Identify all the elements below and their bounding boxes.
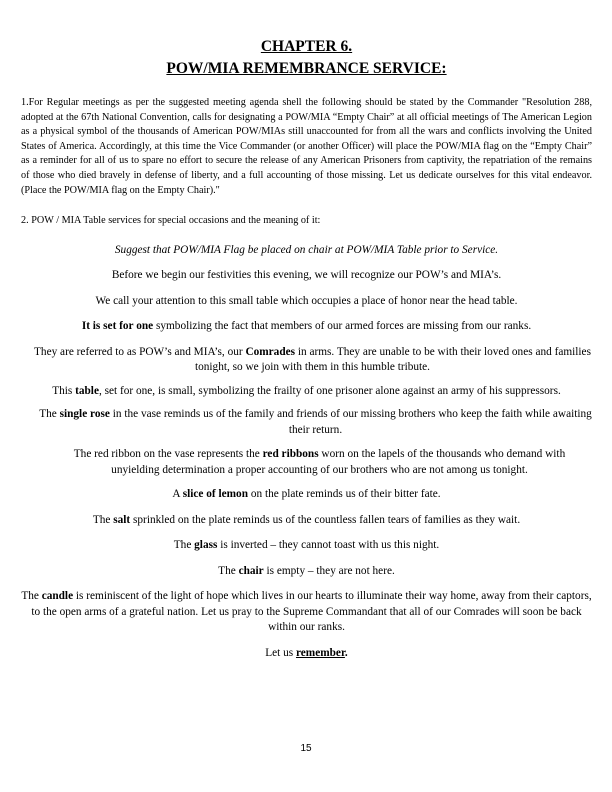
rose-text-pre: The: [39, 408, 60, 421]
attention-paragraph: We call your attention to this small table which occupies a place of honor near the head table.: [95, 294, 518, 307]
set-for-one-bold: It is set for one: [81, 320, 154, 333]
glass-bold: glass: [194, 539, 218, 552]
lemon-text-post: on the plate reminds us of their bitter fate.: [248, 488, 441, 501]
ribbon-text-post: worn on the lapels of the thousands who demand with unyielding determination a proper accounting of our brothers who are not among us tonight.: [111, 448, 566, 476]
comrades-bold: Comrades: [245, 345, 296, 358]
salt-paragraph: [21, 513, 592, 529]
remember-text-pre: Let us: [265, 646, 296, 659]
rose-paragraph: [21, 407, 592, 438]
candle-bold: candle: [41, 590, 74, 603]
candle-text-post: is reminiscent of the light of hope which lives in our hearts to illuminate their way home, away from their captors, to the open arms of a grateful nation. Let us pray to the Supreme Commandant that all of our Comrades will soon be back within our ranks.: [31, 590, 592, 634]
ribbon-paragraph: [21, 447, 592, 478]
ribbon-bold: red ribbons: [262, 448, 319, 461]
page-title: POW/MIA REMEMBRANCE SERVICE:: [166, 60, 447, 77]
candle-text-pre: The: [21, 590, 42, 603]
chair-text-pre: The: [218, 564, 239, 577]
lemon-text-pre: A: [172, 488, 183, 501]
chapter-heading: CHAPTER 6.: [260, 38, 353, 55]
salt-bold: salt: [113, 513, 131, 526]
intro-paragraph: 1.For Regular meetings as per the suggested meeting agenda shell the following should be stated by the Commander "Resolution 288, adopted at the 67th National Convention, calls for designating a POW/MIA “Empty Chair” at all official meetings of The American Legion as a physical symbol of the thousands of American POW/MIAs still unaccounted for from all the wars and conflicts involving the United States of America. Accordingly, at this time the Vice Commander (or another Officer) will place the POW/MIA flag on the “Empty Chair” as a reminder for all of us to spare no effort to secure the release of any American Prisoners from captivity, the repatriation of the remains of those who died bravely in defense of liberty, and a full accounting of those missing. Let us dedicate ourselves for this vital endeavor. (Place the POW/MIA flag on the Empty Chair).": [21, 97, 592, 196]
table-text-post: , set for one, is small, symbolizing the frailty of one prisoner alone against an army of his suppressors.: [98, 384, 561, 397]
begin-paragraph: Before we begin our festivities this evening, we will recognize our POW’s and MIA’s.: [111, 269, 502, 282]
table-text-pre: This: [52, 384, 76, 397]
table-bold: table: [75, 384, 99, 397]
chair-bold: chair: [238, 564, 264, 577]
salt-text-pre: The: [92, 513, 114, 526]
salt-text-post: sprinkled on the plate reminds us of the countless fallen tears of families as they wait.: [130, 513, 521, 526]
remember-period: .: [344, 646, 348, 659]
comrades-paragraph: [21, 345, 592, 376]
chair-text-post: is empty – they are not here.: [263, 564, 395, 577]
table-paragraph: [21, 384, 592, 400]
lemon-bold: slice of lemon: [182, 488, 248, 501]
lemon-paragraph: [21, 487, 592, 503]
chair-paragraph: [21, 564, 592, 580]
glass-paragraph: [21, 538, 592, 554]
rose-bold: single rose: [59, 408, 110, 421]
remember-paragraph: [21, 646, 592, 662]
comrades-text-post: in arms. They are unable to be with their loved ones and families tonight, so we join with them in this humble tribute.: [194, 345, 591, 374]
flag-suggestion: Suggest that POW/MIA Flag be placed on chair at POW/MIA Table prior to Service.: [114, 243, 499, 256]
comrades-text-pre: They are referred to as POW’s and MIA’s, our: [34, 345, 246, 358]
glass-text-post: is inverted – they cannot toast with us this night.: [217, 539, 440, 552]
candle-paragraph: [21, 589, 592, 636]
set-for-one-paragraph: [21, 319, 592, 335]
set-for-one-text: symbolizing the fact that members of our armed forces are missing from our ranks.: [153, 320, 532, 333]
rose-text-post: in the vase reminds us of the family and friends of our missing brothers who keep the faith while awaiting their return.: [109, 408, 592, 436]
page-number: 15: [300, 743, 312, 754]
glass-text-pre: The: [173, 539, 195, 552]
ribbon-text-pre: The red ribbon on the vase represents the: [73, 448, 263, 461]
remember-bold: remember: [295, 646, 345, 659]
table-services-intro: 2. POW / MIA Table services for special occasions and the meaning of it:: [21, 215, 321, 227]
